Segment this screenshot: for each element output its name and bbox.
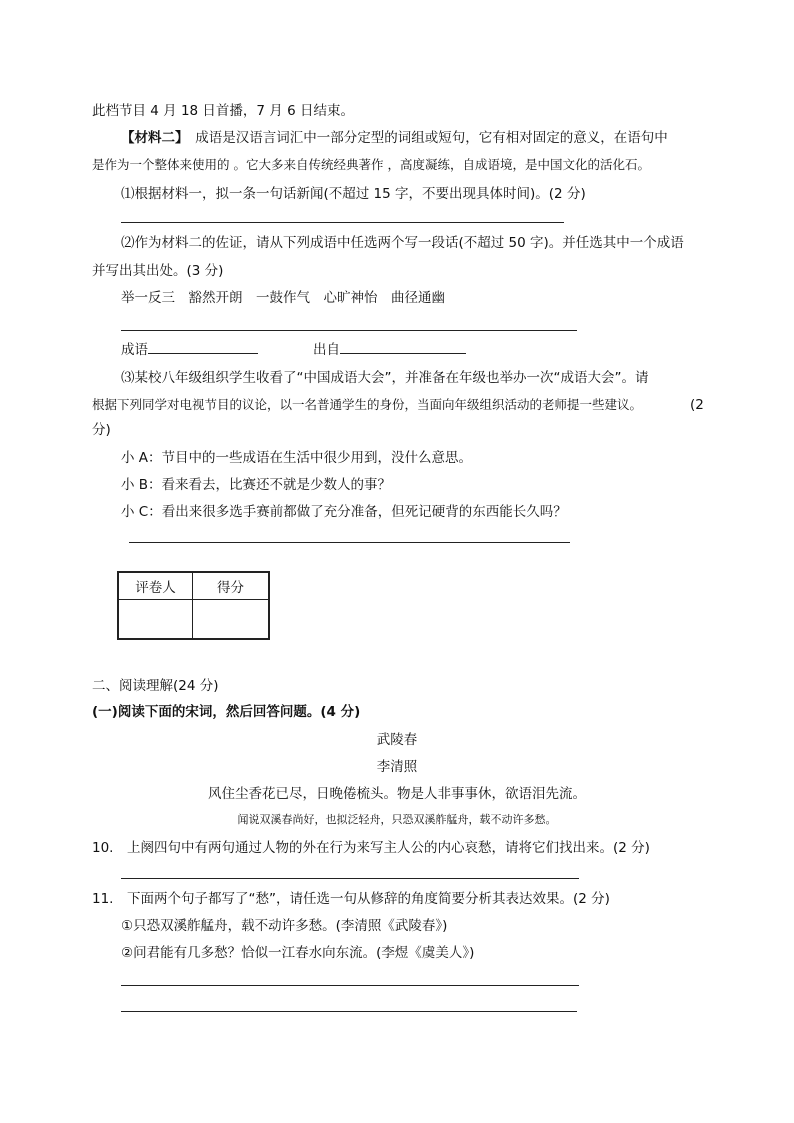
idiom: 曲径通幽	[391, 290, 445, 306]
question-2-line1: ⑵作为材料二的佐证，请从下列成语中任选两个写一段话(不超过 50 字)。并任选其中一个成语	[121, 235, 684, 251]
idiom-list	[121, 288, 445, 308]
grader-cell[interactable]	[118, 600, 193, 640]
question-3-line3: 分)	[92, 422, 111, 438]
grade-table	[117, 571, 270, 640]
poem-author: 李清照	[376, 759, 418, 775]
grader-header: 评卷人	[118, 572, 193, 600]
answer-line-q3[interactable]	[129, 542, 570, 543]
idiom: 豁然开朗	[188, 290, 243, 306]
score-cell[interactable]	[193, 600, 270, 640]
answer-line-q11-1[interactable]	[121, 985, 579, 986]
material2-line1	[121, 128, 668, 148]
comment-c: 小 C：看出来很多选手赛前都做了充分准备，但死记硬背的东西能长久吗？	[121, 504, 567, 520]
question-2-line2: 并写出其出处。(3 分)	[92, 263, 224, 279]
source-blank[interactable]	[340, 340, 466, 354]
idiom: 一鼓作气	[256, 290, 310, 306]
section-2-sub1: (一)阅读下面的宋词，然后回答问题。(4 分)	[92, 704, 361, 720]
idiom: 心旷神怡	[323, 290, 378, 306]
answer-line-q1[interactable]	[121, 222, 564, 223]
material2-line2: 是作为一个整体来使用的 。它大多来自传统经典著作 ，高度凝练，自成语境，是中国文化的活化石。	[92, 157, 650, 172]
question-3-score: (2	[690, 397, 704, 413]
material2-label: 【材料二】	[121, 130, 182, 146]
section-2-heading: 二、阅读理解(24 分)	[92, 678, 219, 694]
idiom-fill-row	[121, 340, 258, 360]
poem-line-1: 风住尘香花已尽，日晚倦梳头。物是人非事事休，欲语泪先流。	[208, 786, 586, 802]
intro-line: 此档节目 4 月 18 日首播，7 月 6 日结束。	[92, 103, 354, 119]
answer-line-q2[interactable]	[121, 330, 577, 331]
source-fill-row	[313, 340, 466, 360]
question-3-line2: 根据下列同学对电视节目的议论，以一名普通学生的身份，当面向年级组织活动的老师提一些建议。	[92, 397, 643, 412]
comment-a: 小 A：节目中的一些成语在生活中很少用到，没什么意思。	[121, 450, 473, 466]
material2-text1: 成语是汉语言词汇中一部分定型的词组或短句，它有相对固定的意义，在语句中	[195, 130, 668, 146]
source-label: 出自	[313, 342, 340, 358]
answer-line-q11-2[interactable]	[121, 1011, 577, 1012]
question-1: ⑴根据材料一，拟一条一句话新闻(不超过 15 字，不要出现具体时间)。(2 分)	[121, 186, 586, 202]
idiom: 举一反三	[121, 290, 175, 306]
idiom-label: 成语	[121, 342, 148, 358]
sentence-2: ②问君能有几多愁？恰似一江春水向东流。(李煜《虞美人》)	[121, 945, 475, 961]
poem-line-2: 闻说双溪春尚好，也拟泛轻舟，只恐双溪舴艋舟，载不动许多愁。	[237, 813, 557, 826]
answer-line-q10[interactable]	[121, 878, 579, 879]
question-10: 10. 上阕四句中有两句通过人物的外在行为来写主人公的内心哀愁，请将它们找出来。(2 分)	[92, 840, 650, 856]
poem-title: 武陵春	[376, 732, 418, 748]
score-header: 得分	[193, 572, 270, 600]
question-3-line1: ⑶某校八年级组织学生收看了“中国成语大会”，并准备在年级也举办一次“成语大会”。请	[121, 370, 649, 386]
comment-b: 小 B：看来看去，比赛还不就是少数人的事？	[121, 477, 392, 493]
idiom-blank[interactable]	[148, 340, 258, 354]
sentence-1: ①只恐双溪舴艋舟，载不动许多愁。(李清照《武陵春》)	[121, 918, 448, 934]
question-11: 11. 下面两个句子都写了“愁”，请任选一句从修辞的角度简要分析其表达效果。(2 分)	[92, 891, 610, 907]
